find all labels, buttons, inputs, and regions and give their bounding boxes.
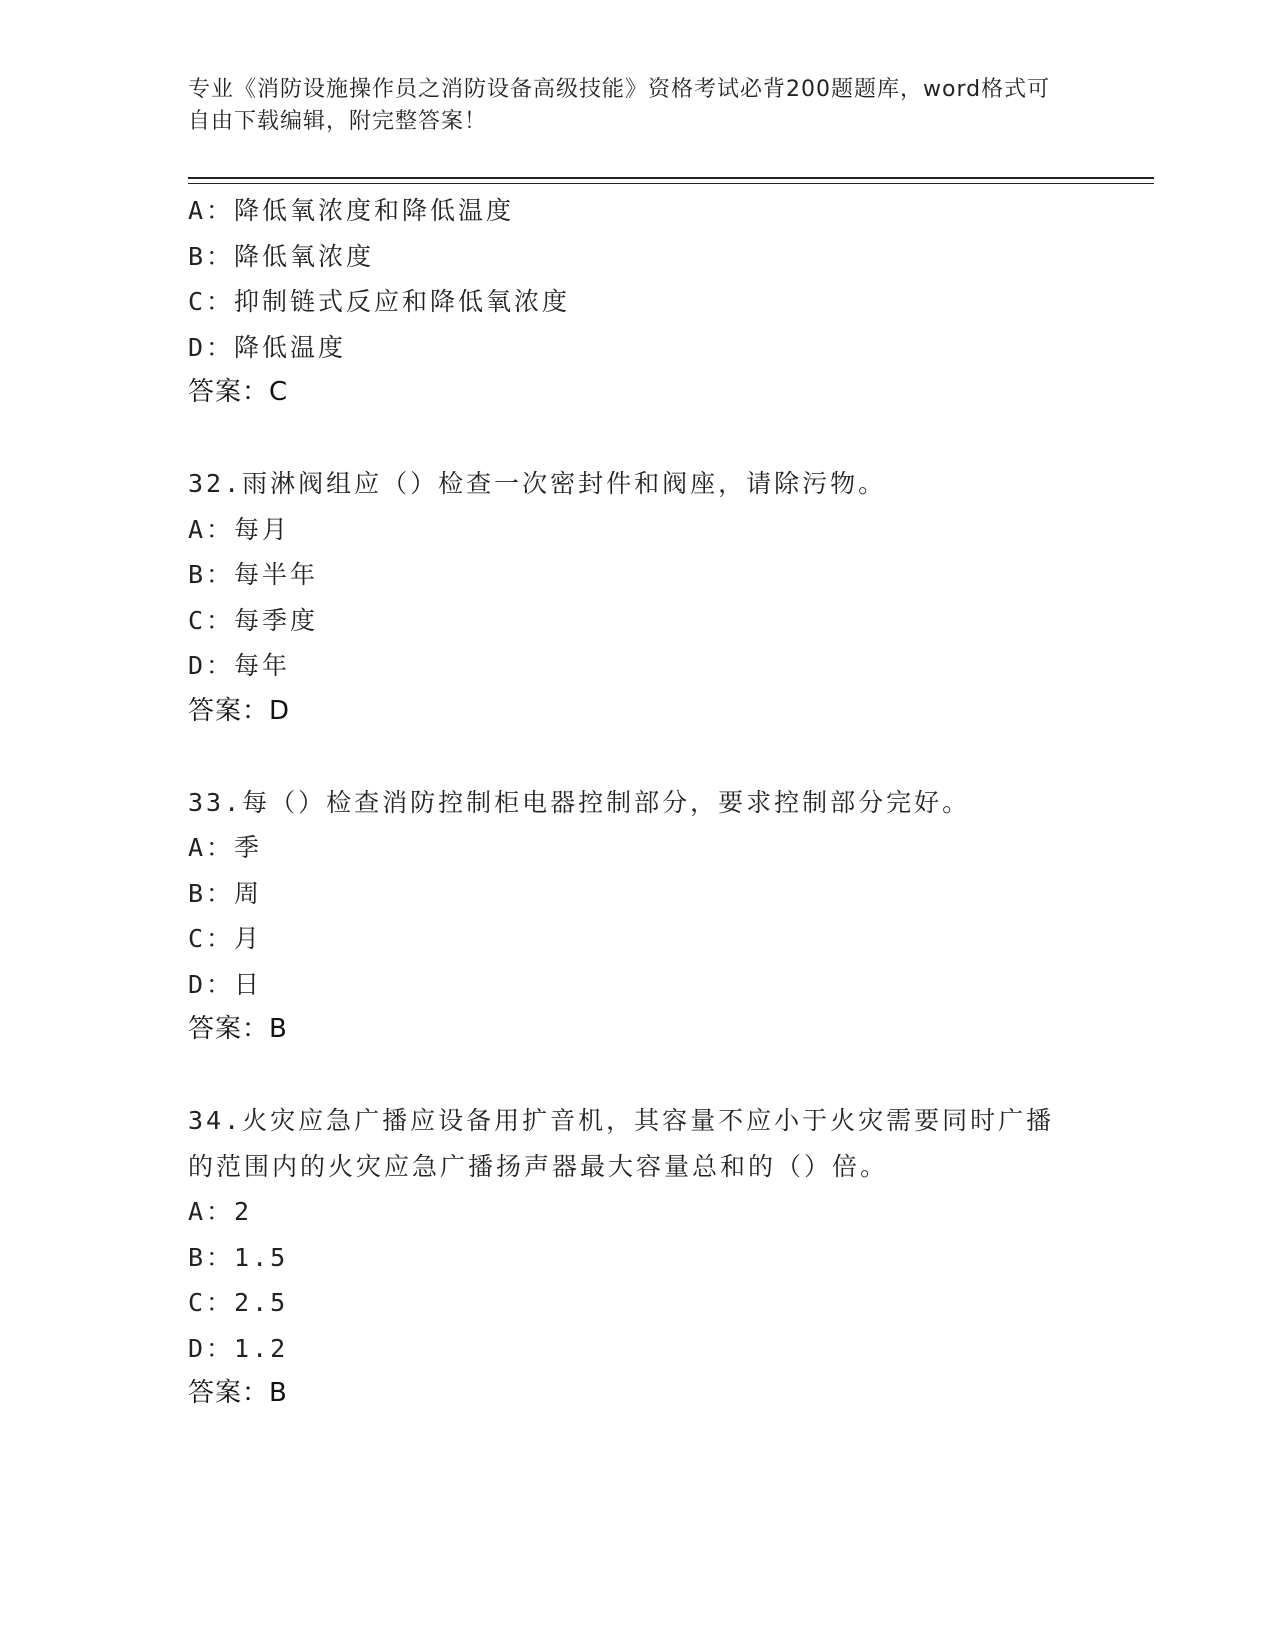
option-b: B：每半年 bbox=[188, 560, 319, 589]
answer-line: 答案：D bbox=[188, 695, 291, 726]
question-block-prev bbox=[188, 188, 1088, 416]
question-list bbox=[188, 188, 1088, 1417]
option-a: A：每月 bbox=[188, 514, 291, 544]
header-rule-thick bbox=[188, 177, 1154, 179]
header-rule-thin bbox=[188, 183, 1154, 184]
option-c: C：每季度 bbox=[188, 605, 319, 635]
answer-line: 答案：B bbox=[188, 1014, 288, 1044]
option-a: A：季 bbox=[188, 833, 263, 862]
question-stem: 33.每（）检查消防控制柜电器控制部分，要求控制部分完好。 bbox=[188, 787, 971, 817]
document-header: 专业《消防设施操作员之消防设备高级技能》资格考试必背200题题库，word格式可自由下载编辑，附完整答案！ bbox=[188, 77, 1051, 134]
option-d: D：降低温度 bbox=[188, 332, 347, 362]
option-d: D：日 bbox=[188, 969, 263, 999]
option-d: D：每年 bbox=[188, 651, 291, 680]
question-block-33 bbox=[188, 780, 1088, 1053]
option-a: A：降低氧浓度和降低温度 bbox=[188, 196, 515, 225]
option-a: A：2 bbox=[188, 1197, 253, 1226]
option-c: C：2.5 bbox=[188, 1288, 289, 1317]
question-block-32 bbox=[188, 461, 1088, 734]
option-b: B：周 bbox=[188, 878, 263, 908]
question-block-34 bbox=[188, 1098, 1088, 1417]
option-b: B：降低氧浓度 bbox=[188, 241, 375, 271]
option-c: C：抑制链式反应和降低氧浓度 bbox=[188, 287, 571, 316]
question-stem: 32.雨淋阀组应（）检查一次密封件和阀座，请除污物。 bbox=[188, 469, 887, 498]
answer-line: 答案：C bbox=[188, 377, 289, 407]
option-c: C：月 bbox=[188, 924, 263, 953]
option-d: D：1.2 bbox=[188, 1333, 289, 1363]
answer-line: 答案：B bbox=[188, 1378, 288, 1408]
question-stem: 34.火灾应急广播应设备用扩音机，其容量不应小于火灾需要同时广播的范围内的火灾应急广播扬声器最大容量总和的（）倍。 bbox=[188, 1106, 1055, 1181]
option-b: B：1.5 bbox=[188, 1242, 289, 1272]
